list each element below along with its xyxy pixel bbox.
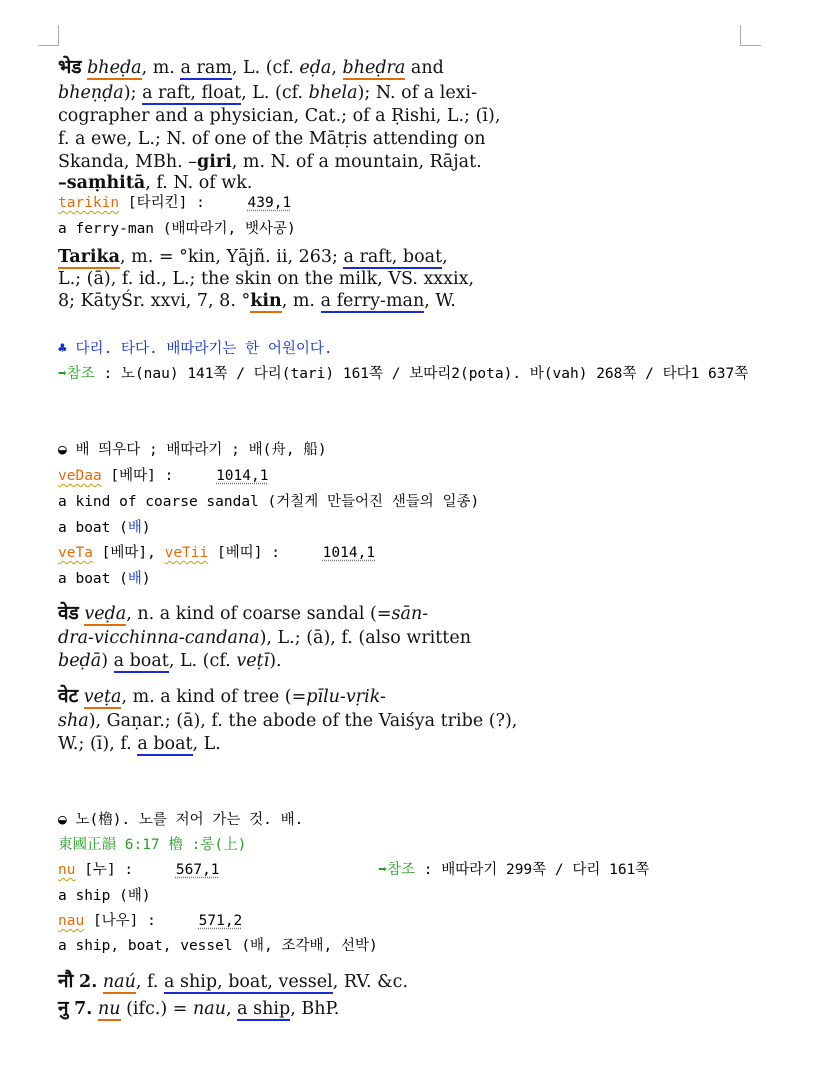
scan-line — [58, 56, 444, 80]
arrow-right-icon: ➡ — [58, 366, 67, 382]
scan-text: 8; KātyŚr. xxvi, 7, 8. ° — [58, 291, 251, 311]
devanagari-headword: नु — [58, 997, 69, 1019]
reference-text: : 노(nau) 141쪽 / 다리(tari) 161쪽 / 보따리2(pota). 바(vah) 268쪽 / 타다1 637쪽 — [103, 366, 749, 382]
entry-definition: a ferry-man (배따라기, 뱃사공) — [58, 221, 296, 237]
entry-nau — [58, 911, 242, 931]
scan-line — [58, 970, 408, 994]
section-heading-oar: ◒ 노(櫓). 노를 저어 가는 것. 배. — [58, 812, 304, 828]
gloss-highlight: a ferry-man — [320, 291, 425, 311]
scan-line — [58, 172, 252, 195]
scan-line — [58, 997, 339, 1021]
devanagari-headword: भेड — [58, 56, 82, 78]
club-note: ♣ 다리. 타다. 배따라기는 한 어원이다. — [58, 341, 333, 357]
entry-page: 439,1 — [247, 195, 292, 211]
scan-line — [58, 290, 456, 313]
scan-bold-word: giri — [196, 152, 232, 172]
scan-text: , f. — [135, 972, 159, 992]
definition-text: ) — [141, 571, 151, 587]
entry-korean: [베따], — [101, 545, 156, 561]
scan-text: ). — [269, 651, 282, 671]
entry-term: nu — [58, 862, 76, 878]
devanagari-headword: वेट — [58, 685, 79, 707]
entry-term: veTa — [58, 545, 93, 561]
headword: naú — [102, 972, 136, 992]
scan-text: , m. — [141, 58, 175, 78]
scan-text: , L. — [192, 734, 221, 754]
scan-word: veṭī — [236, 651, 270, 671]
arrow-right-icon: ➡ — [378, 862, 387, 878]
reference-label: 참조 — [66, 366, 95, 382]
scan-text: , m. — [281, 291, 315, 311]
scan-text: , L. (cf. — [241, 83, 304, 103]
headword: bheḍra — [342, 58, 406, 78]
definition-text: a boat ( — [58, 571, 128, 587]
scan-word: sān- — [391, 604, 429, 624]
scan-text: ); N. of a lexi- — [357, 83, 478, 103]
scan-text: , L. (cf. — [168, 651, 231, 671]
scan-line — [58, 710, 517, 733]
reference-label: 참조 — [387, 862, 416, 878]
definition-text: ) — [141, 520, 151, 536]
scan-text: ) — [101, 651, 109, 671]
scan-line — [58, 627, 471, 650]
scan-text: , m. a kind of tree (= — [121, 687, 307, 707]
scan-text: ), L.; (ā), f. (also written — [259, 628, 471, 648]
entry-korean: [베따] — [110, 468, 156, 484]
entry-term: veDaa — [58, 468, 102, 484]
entry-definition: a ship, boat, vessel (배, 조각배, 선박) — [58, 938, 378, 954]
entry-tarikin — [58, 193, 291, 213]
entry-colon: : — [271, 545, 280, 561]
scan-text: , W. — [424, 291, 456, 311]
scan-text: W.; (ī), f. — [58, 734, 132, 754]
scan-text: , — [331, 58, 337, 78]
entry-definition: a ship (배) — [58, 888, 151, 904]
definition-text: a boat ( — [58, 520, 128, 536]
entry-page: 1014,1 — [216, 468, 269, 484]
section-heading-boat: ◒ 배 띄우다 ; 배따라기 ; 배(舟, 船) — [58, 442, 327, 458]
entry-definition — [58, 518, 151, 538]
crop-mark-top-left — [38, 25, 59, 46]
entry-colon: : — [196, 195, 205, 211]
entry-page: 567,1 — [175, 862, 220, 878]
korean-highlight: 배 — [127, 520, 142, 536]
entry-page: 1014,1 — [322, 545, 376, 561]
scan-word: sha — [58, 711, 89, 731]
scan-word: beḍā — [58, 651, 102, 671]
scan-text: ); — [123, 83, 137, 103]
scan-line — [58, 82, 477, 105]
devanagari-headword: नौ — [58, 970, 74, 992]
crop-mark-top-right — [740, 25, 761, 46]
scan-text: , m. N. of a mountain, Rājat. — [231, 152, 482, 172]
scan-number: 7. — [74, 999, 93, 1019]
entry-korean: [누] — [84, 862, 116, 878]
headword: veṭa — [83, 687, 122, 707]
entry-term: tarikin — [58, 195, 120, 211]
scan-word: bhela — [308, 83, 358, 103]
entry-term: nau — [58, 913, 85, 929]
scan-line — [58, 602, 428, 626]
scan-line — [58, 650, 282, 673]
headword: bheḍa — [87, 58, 142, 78]
gloss-highlight: a boat — [137, 734, 193, 754]
scan-word: eḍa — [299, 58, 332, 78]
scan-text: , L. (cf. — [231, 58, 294, 78]
scan-text: (ifc.) = — [126, 999, 188, 1019]
scan-word: pīlu-vṛik- — [306, 687, 386, 707]
entry-page: 571,2 — [198, 913, 243, 929]
scan-word: dra-vicchinna-candana — [58, 628, 260, 648]
scan-line: L.; (ā), f. id., L.; the skin on the milk, VS. xxxix, — [58, 269, 475, 289]
scan-line — [58, 685, 386, 709]
scan-text: , RV. &c. — [332, 972, 409, 992]
korean-highlight: 배 — [127, 571, 142, 587]
gloss-highlight: a ram — [180, 58, 232, 78]
entry-definition: a kind of coarse sandal (거칠게 만들어진 샌들의 일종) — [58, 494, 480, 510]
scan-bold-word: –saṃhitā — [58, 173, 146, 193]
entry-korean: [나우] — [92, 913, 139, 929]
gloss-highlight: a boat — [113, 651, 169, 671]
entry-veTa — [58, 543, 375, 563]
scan-line — [58, 733, 221, 756]
scan-line: cographer and a physician, Cat.; of a Ṛishi, L.; (ī), — [58, 106, 501, 126]
devanagari-headword: वेड — [58, 602, 79, 624]
scan-text: , m. = °kin, Yājñ. ii, 263; — [120, 247, 338, 267]
scan-text: and — [410, 58, 444, 78]
headword: nu — [97, 999, 121, 1019]
scan-text: , — [442, 247, 448, 267]
gloss-highlight: a ship — [237, 999, 291, 1019]
entry-korean: [베띠] — [216, 545, 263, 561]
entry-term: veTii — [164, 545, 209, 561]
entry-colon: : — [124, 862, 134, 878]
scan-word: nau — [193, 999, 226, 1019]
scan-number: 2. — [79, 972, 98, 992]
gloss-highlight: a raft, boat — [343, 247, 443, 267]
scan-text: , BhP. — [290, 999, 340, 1019]
scan-word: bheṇḍa — [58, 83, 124, 103]
entry-definition — [58, 569, 151, 589]
scan-text: ), Gaṇar.; (ā), f. the abode of the Vaiśya tribe (?), — [88, 711, 518, 731]
scan-text: Skanda, MBh. – — [58, 152, 197, 172]
entry-korean: [타리킨] — [127, 195, 188, 211]
headword: Tarika — [58, 247, 121, 267]
source-line: 東國正韻 6:17 櫓 :롱(上) — [58, 837, 247, 853]
scan-line — [58, 246, 448, 269]
headword: veḍa — [84, 604, 127, 624]
entry-colon: : — [147, 913, 156, 929]
scan-text: , n. a kind of coarse sandal (= — [126, 604, 392, 624]
entry-colon: : — [164, 468, 174, 484]
reference-line — [58, 364, 748, 384]
entry-nu — [58, 860, 649, 880]
gloss-highlight: a ship, boat, vessel — [164, 972, 333, 992]
entry-veDaa — [58, 466, 268, 486]
reference-text: : 배따라기 299쪽 / 다리 161쪽 — [423, 862, 650, 878]
headword: kin — [250, 291, 282, 311]
scan-text: , — [226, 999, 232, 1019]
scan-line — [58, 151, 482, 174]
scan-text: , f. N. of wk. — [145, 173, 253, 193]
gloss-highlight: a raft, float — [142, 83, 242, 103]
scan-line: f. a ewe, L.; N. of one of the Mātṛis attending on — [58, 129, 486, 149]
